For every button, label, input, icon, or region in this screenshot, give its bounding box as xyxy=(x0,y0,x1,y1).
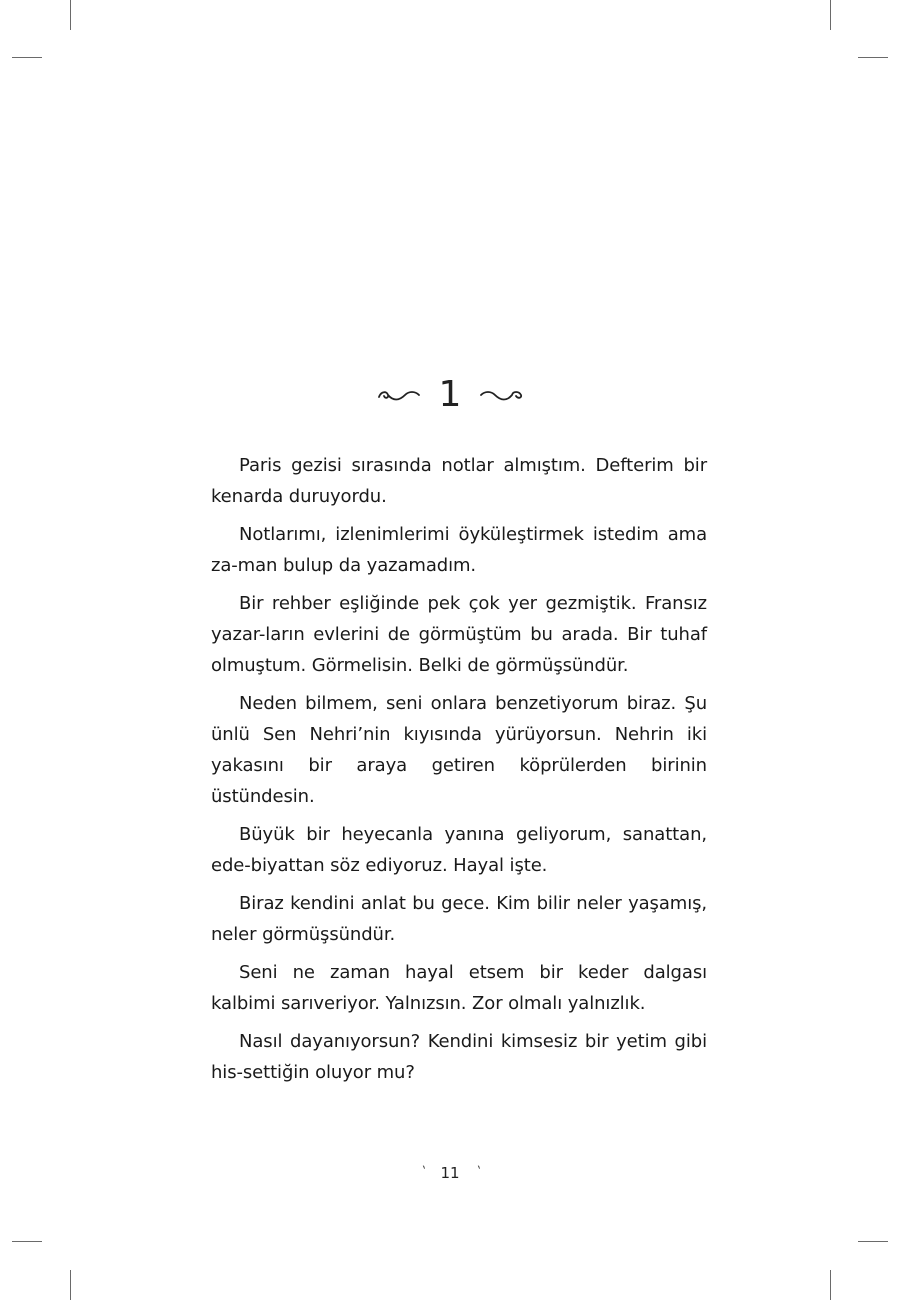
paragraph: Biraz kendini anlat bu gece. Kim bilir neler yaşamış, neler görmüşsündür. xyxy=(211,893,707,945)
chapter-number: 1 xyxy=(438,374,462,415)
tick-right-icon: ` xyxy=(471,1164,484,1182)
paragraph: Paris gezisi sırasında notlar almıştım. Defterim bir kenarda duruyordu. xyxy=(211,455,707,507)
paragraph: Neden bilmem, seni onlara benzetiyorum biraz. Şu ünlü Sen Nehri’nin kıyısında yürüyorsun. Nehrin iki yakasını bir araya getiren köprülerden birinin üstündesin. xyxy=(211,693,707,807)
paragraph: Büyük bir heyecanla yanına geliyorum, sanattan, ede-biyattan söz ediyoruz. Hayal işte. xyxy=(211,824,707,876)
paragraph: Bir rehber eşliğinde pek çok yer gezmiştik. Fransız yazar-ların evlerini de görmüştüm bu arada. Bir tuhaf olmuştum. Görmelisin. Belki de görmüşsündür. xyxy=(211,593,707,676)
tick-left-icon: ` xyxy=(416,1164,429,1182)
paragraph: Notlarımı, izlenimlerimi öyküleştirmek istedim ama za-man bulup da yazamadım. xyxy=(211,524,707,576)
paragraph: Seni ne zaman hayal etsem bir keder dalgası kalbimi sarıveriyor. Yalnızsın. Zor olmalı yalnızlık. xyxy=(211,962,707,1014)
crop-mark-bottom-left-h xyxy=(12,1241,42,1242)
crop-mark-top-right-v xyxy=(830,0,831,30)
page-number: 11 xyxy=(440,1164,460,1182)
page-footer xyxy=(0,1160,900,1186)
crop-mark-top-left-v xyxy=(70,0,71,30)
swirl-left-icon xyxy=(375,385,421,405)
paragraph: Nasıl dayanıyorsun? Kendini kimsesiz bir yetim gibi his-settiğin oluyor mu? xyxy=(211,1031,707,1083)
crop-mark-top-right-h xyxy=(858,57,888,58)
chapter-heading xyxy=(0,372,900,418)
swirl-right-icon xyxy=(479,385,525,405)
crop-mark-top-left-h xyxy=(12,57,42,58)
crop-mark-bottom-left-v xyxy=(70,1270,71,1300)
body-text xyxy=(211,450,707,1095)
crop-mark-bottom-right-v xyxy=(830,1270,831,1300)
crop-mark-bottom-right-h xyxy=(858,1241,888,1242)
